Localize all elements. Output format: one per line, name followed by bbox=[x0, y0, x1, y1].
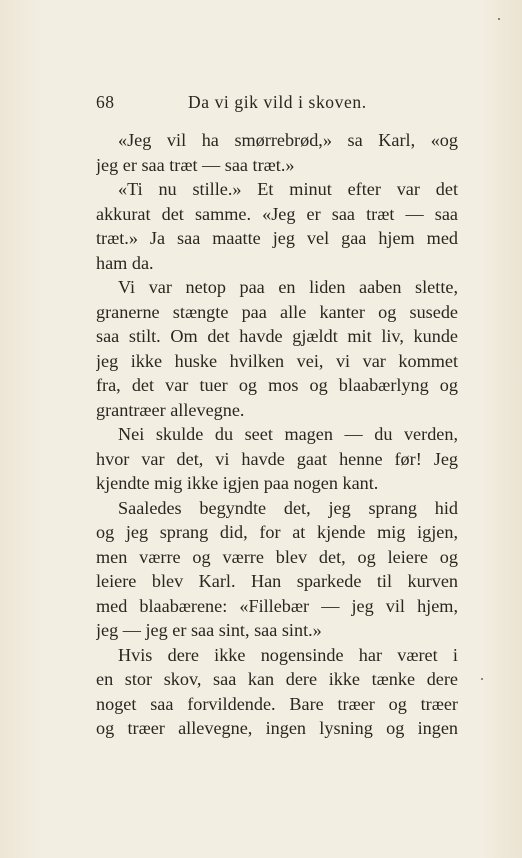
text-line: fra, det var tuer og mos og blaabærlyng og bbox=[96, 375, 458, 395]
text-line: akkurat det samme. «Jeg er saa træt — saa bbox=[96, 203, 458, 224]
text-line: Saaledes begyndte det, jeg sprang hid bbox=[118, 497, 458, 518]
text-line: en stor skov, saa kan dere ikke tænke dere bbox=[96, 669, 458, 689]
text-line: Vi var netop paa en liden aaben slette, bbox=[118, 277, 458, 297]
text-line: og træer allevegne, ingen lysning og ingen bbox=[96, 718, 458, 738]
page-number: 68 bbox=[96, 92, 115, 112]
text-line: og jeg sprang did, for at kjende mig igjen, bbox=[96, 522, 458, 542]
text-line: «Jeg vil ha smørrebrød,» sa Karl, «og bbox=[118, 130, 458, 150]
paper-speck bbox=[498, 18, 500, 20]
text-line: grantræer allevegne. bbox=[96, 399, 245, 420]
running-head: Da vi gik vild i skoven. bbox=[188, 92, 367, 112]
text-line: Hvis dere ikke nogensinde har været i bbox=[118, 644, 458, 665]
text-line: men værre og værre blev det, og leiere og bbox=[96, 546, 458, 567]
text-line: Nei skulde du seet magen — du verden, bbox=[118, 424, 458, 444]
text-line: noget saa forvildende. Bare træer og træer bbox=[96, 693, 458, 714]
text-line: træt.» Ja saa maatte jeg vel gaa hjem med bbox=[96, 228, 458, 248]
text-line: hvor var det, vi havde gaat henne før! Jeg bbox=[96, 448, 458, 469]
text-line: jeg — jeg er saa sint, saa sint.» bbox=[96, 620, 322, 640]
page-header bbox=[96, 92, 462, 116]
text-line: saa stilt. Om det havde gjældt mit liv, kunde bbox=[96, 326, 458, 346]
paper-speck bbox=[481, 678, 483, 680]
text-line: jeg ikke huske hvilken vei, vi var kommet bbox=[96, 350, 458, 371]
text-line: kjendte mig ikke igjen paa nogen kant. bbox=[96, 473, 379, 493]
text-line: jeg er saa træt — saa træt.» bbox=[96, 154, 295, 175]
text-line: ham da. bbox=[96, 252, 154, 273]
body-text bbox=[96, 128, 458, 741]
text-line: med blaabærene: «Fillebær — jeg vil hjem, bbox=[96, 595, 458, 616]
text-line: «Ti nu stille.» Et minut efter var det bbox=[118, 179, 458, 199]
text-line: granerne stængte paa alle kanter og susede bbox=[96, 301, 458, 322]
text-line: leiere blev Karl. Han sparkede til kurven bbox=[96, 571, 458, 591]
